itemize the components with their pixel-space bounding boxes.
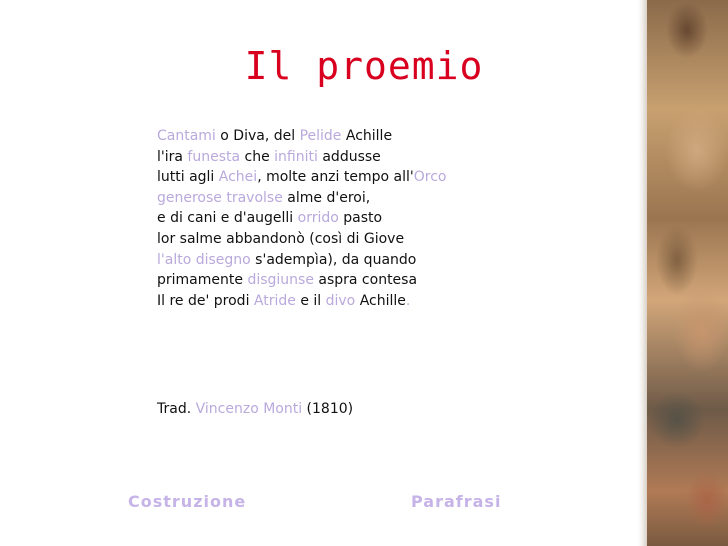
highlighted-word[interactable]: Achei <box>218 169 258 186</box>
poem-line <box>157 291 446 312</box>
highlighted-word[interactable]: orrido <box>297 210 339 227</box>
highlighted-word[interactable]: Atride <box>253 292 296 309</box>
poem-text-segment: Achille <box>355 292 406 309</box>
translation-year: (1810) <box>302 401 354 417</box>
poem-text <box>157 126 446 311</box>
translation-credit <box>157 401 353 417</box>
poem-text-segment: e di cani e d'augelli <box>157 210 298 227</box>
translator-link[interactable]: Vincenzo Monti <box>195 401 303 417</box>
poem-text-segment: o Diva, del <box>215 128 300 144</box>
highlighted-word[interactable]: infiniti <box>274 148 318 165</box>
poem-line <box>157 147 446 168</box>
poem-text-segment: lor salme abbandonò (così di Giove <box>157 230 405 247</box>
highlighted-word[interactable]: Orco <box>413 169 447 186</box>
highlighted-word[interactable]: disgiunse <box>247 272 314 289</box>
poem-text-segment: pasto <box>338 210 383 227</box>
poem-line <box>157 167 446 188</box>
painting-frame <box>638 0 647 546</box>
highlighted-word[interactable]: generose travolse <box>157 189 283 206</box>
poem-text-segment: Achille <box>341 128 393 144</box>
poem-text-segment: lutti agli <box>157 169 219 186</box>
poem-line <box>157 188 446 209</box>
painting-canvas <box>647 0 728 546</box>
highlighted-word[interactable]: divo <box>325 292 356 309</box>
poem-text-segment: primamente <box>157 272 248 289</box>
poem-line <box>157 126 446 147</box>
parafrasi-link[interactable]: Parafrasi <box>411 492 502 511</box>
highlighted-word[interactable]: Cantami <box>157 128 216 144</box>
highlighted-word[interactable]: Pelide <box>299 128 342 144</box>
highlighted-word[interactable]: l'alto disegno <box>157 251 251 268</box>
poem-text-segment: , molte anzi tempo all' <box>257 169 414 186</box>
highlighted-word[interactable]: . <box>405 292 411 309</box>
poem-line <box>157 208 446 229</box>
poem-text-segment: s'adempìa), da quando <box>250 251 417 268</box>
poem-text-segment: e il <box>295 292 326 309</box>
poem-text-segment: l'ira <box>157 148 188 165</box>
poem-text-segment: alme d'eroi, <box>282 189 371 206</box>
poem-line <box>157 250 446 271</box>
translation-prefix: Trad. <box>157 401 196 417</box>
poem-line <box>157 229 446 250</box>
highlighted-word[interactable]: funesta <box>187 148 241 165</box>
poem-text-segment: addusse <box>317 148 381 165</box>
poem-text-segment: che <box>240 148 275 165</box>
poem-line <box>157 270 446 291</box>
poem-text-segment: Il re de' prodi <box>157 292 254 309</box>
poem-text-segment: aspra contesa <box>313 272 418 289</box>
page-title: Il proemio <box>244 44 484 88</box>
costruzione-link[interactable]: Costruzione <box>128 492 247 511</box>
painting-image <box>638 0 728 546</box>
